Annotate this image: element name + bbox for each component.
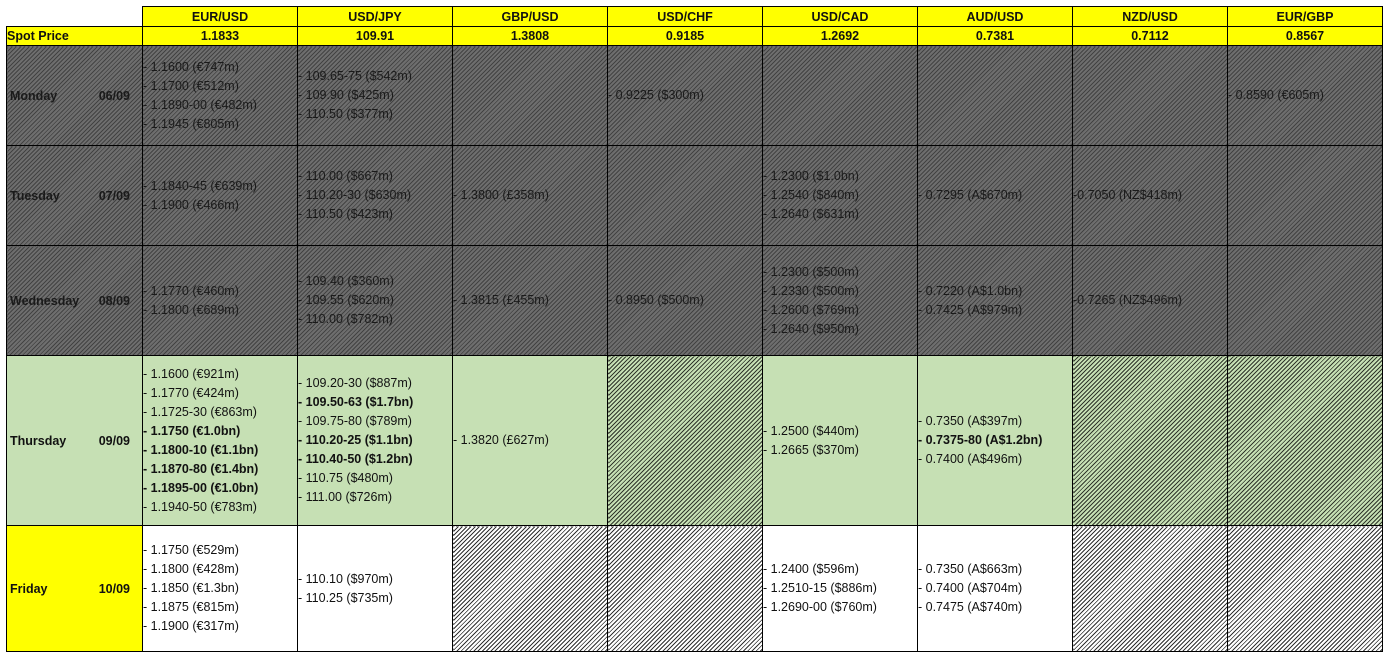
day-date: 08/09 [98,293,130,308]
spot-price-value: 1.3808 [453,27,608,46]
expiry-cell [143,526,298,652]
expiry-cell [608,146,763,246]
expiry-entry: - 109.50-63 ($1.7bn) [298,395,414,409]
pair-header: EUR/USD [143,7,298,27]
expiry-cell [763,146,918,246]
day-cell [7,356,143,526]
spot-price-row [7,27,1383,46]
expiry-entry: - 1.2400 ($596m) [763,562,859,576]
expiry-entry: - 1.2640 ($631m) [763,207,859,221]
fx-option-expiries-table [6,6,1383,652]
expiry-entry: - 109.20-30 ($887m) [298,376,412,390]
expiry-entry: - 110.20-30 ($630m) [298,188,412,202]
expiry-entry: - 0.7425 (A$979m) [918,302,1023,317]
expiry-cell [608,246,763,356]
day-cell [7,246,143,356]
expiry-entry: - 1.1700 (€512m) [143,78,239,93]
expiry-cell [763,46,918,146]
expiry-cell [453,46,608,146]
expiry-entry: - 110.40-50 ($1.2bn) [298,452,413,466]
day-row [7,146,1383,246]
expiry-cell [298,356,453,526]
expiry-entry: - 1.1840-45 (€639m) [143,178,257,193]
expiry-entry: - 1.1900 (€317m) [143,619,239,633]
expiry-cell [143,146,298,246]
expiry-entry: - 0.7475 (A$740m) [918,600,1023,614]
expiry-cell [1228,526,1383,652]
expiry-entry: - 1.2665 ($370m) [763,442,859,457]
spot-price-value: 1.2692 [763,27,918,46]
expiry-cell [1073,246,1228,356]
expiry-entry: - 1.1750 (€529m) [143,543,239,557]
expiry-entry: - 1.1850 (€1.3bn) [143,581,239,595]
expiry-entry: - 1.1900 (€466m) [143,197,239,212]
expiry-cell [1228,146,1383,246]
expiry-cell [608,356,763,526]
pair-header: AUD/USD [918,7,1073,27]
expiry-entry: - 1.2540 ($840m) [763,188,859,202]
expiry-entry: - 110.50 ($423m) [298,207,393,221]
day-date: 07/09 [98,188,130,203]
expiry-cell [608,526,763,652]
expiry-entry: - 0.7220 (A$1.0bn) [918,283,1023,298]
day-date: 10/09 [98,581,130,596]
expiry-entry: - 1.1800 (€689m) [143,302,239,317]
expiry-entry: - 0.7350 (A$397m) [918,414,1023,428]
expiry-entry: - 1.1725-30 (€863m) [143,404,257,419]
expiry-cell [918,356,1073,526]
day-cell [7,526,143,652]
day-name: Wednesday [10,293,80,308]
expiry-entry: - 1.2300 ($500m) [763,264,859,279]
day-row [7,246,1383,356]
expiry-entry: - 110.00 ($667m) [298,169,393,183]
day-name: Monday [10,88,58,103]
expiry-entry: - 1.1600 (€747m) [143,59,239,74]
expiry-entry: - 1.3815 (£455m) [453,293,549,307]
expiry-entry: - 0.7295 (A$670m) [918,188,1023,202]
corner-cell [7,7,143,27]
expiry-entry: - 109.40 ($360m) [298,274,394,288]
expiry-cell [453,246,608,356]
expiry-entry: - 0.9225 ($300m) [608,88,704,102]
expiry-entry: - 1.1875 (€815m) [143,600,239,614]
expiry-cell [298,146,453,246]
expiry-cell [143,246,298,356]
expiry-entry: - 1.2600 ($769m) [763,302,859,317]
spot-price-label: Spot Price [7,27,143,46]
expiry-entry: - 1.1945 (€805m) [143,116,239,131]
expiry-entry: - 1.3820 (£627m) [453,433,549,447]
spot-price-value: 109.91 [298,27,453,46]
expiry-cell [1073,46,1228,146]
expiry-entry: - 1.2500 ($440m) [763,423,859,438]
expiry-entry: - 1.2510-15 ($886m) [763,581,877,595]
pair-header: GBP/USD [453,7,608,27]
expiry-entry: - 1.1800 (€428m) [143,562,239,576]
expiry-entry: - 1.2690-00 ($760m) [763,600,877,614]
expiry-entry: - 0.7400 (A$704m) [918,581,1023,595]
expiry-entry: - 0.7400 (A$496m) [918,452,1023,466]
expiry-entry: - 1.1600 (€921m) [143,366,239,381]
expiry-entry: - 0.8950 ($500m) [608,293,704,307]
expiry-entry: - 111.00 ($726m) [298,490,393,504]
expiry-cell [1228,46,1383,146]
expiry-cell [1073,356,1228,526]
day-name: Friday [10,581,48,596]
day-row [7,526,1383,652]
spot-price-value: 0.8567 [1228,27,1383,46]
day-cell [7,146,143,246]
expiry-entry: -0.7050 (NZ$418m) [1073,188,1183,202]
pair-header: NZD/USD [1073,7,1228,27]
expiry-entry: - 110.00 ($782m) [298,312,393,326]
currency-header-row [7,7,1383,27]
day-date: 09/09 [98,433,130,448]
expiry-entry: - 1.1895-00 (€1.0bn) [143,480,259,495]
expiry-entry: - 1.1870-80 (€1.4bn) [143,461,259,476]
expiry-entry: - 110.50 ($377m) [298,107,393,121]
expiry-cell [918,146,1073,246]
pair-header: USD/JPY [298,7,453,27]
expiry-entry: - 0.7350 (A$663m) [918,562,1023,576]
expiry-entry: - 110.75 ($480m) [298,471,393,485]
expiry-cell [608,46,763,146]
expiry-entry: - 0.7375-80 (A$1.2bn) [918,433,1043,447]
expiry-entry: - 1.2640 ($950m) [763,321,859,336]
spot-price-value: 0.7381 [918,27,1073,46]
expiry-entry: - 1.1890-00 (€482m) [143,97,257,112]
expiry-cell [298,46,453,146]
pair-header: USD/CHF [608,7,763,27]
expiry-entry: - 0.8590 (€605m) [1228,88,1324,102]
expiry-cell [298,246,453,356]
expiry-cell [918,526,1073,652]
day-name: Thursday [10,433,67,448]
expiry-entry: - 1.2300 ($1.0bn) [763,169,859,183]
expiry-entry: - 110.20-25 ($1.1bn) [298,433,413,447]
expiry-entry: - 110.25 ($735m) [298,590,393,605]
expiry-cell [143,356,298,526]
expiry-cell [1073,526,1228,652]
expiry-entry: - 109.65-75 ($542m) [298,69,412,83]
expiry-entry: - 1.1770 (€424m) [143,385,239,400]
spot-price-value: 1.1833 [143,27,298,46]
pair-header: EUR/GBP [1228,7,1383,27]
expiry-cell [763,246,918,356]
expiry-cell [453,146,608,246]
pair-header: USD/CAD [763,7,918,27]
expiry-entry: - 109.90 ($425m) [298,88,394,102]
expiry-cell [1073,146,1228,246]
day-row [7,46,1383,146]
expiry-entry: - 1.1750 (€1.0bn) [143,423,241,438]
expiry-entry: - 109.75-80 ($789m) [298,414,412,428]
spot-price-value: 0.9185 [608,27,763,46]
expiry-cell [298,526,453,652]
day-row [7,356,1383,526]
day-name: Tuesday [10,188,60,203]
expiry-cell [763,526,918,652]
expiry-cell [918,46,1073,146]
expiry-cell [1228,246,1383,356]
expiry-cell [1228,356,1383,526]
expiry-cell [143,46,298,146]
expiry-cell [918,246,1073,356]
expiry-cell [453,526,608,652]
expiry-entry: - 1.1770 (€460m) [143,283,239,298]
expiry-entry: - 1.2330 ($500m) [763,283,859,298]
expiry-entry: -0.7265 (NZ$496m) [1073,293,1183,307]
expiry-entry: - 1.1940-50 (€783m) [143,499,257,514]
expiry-cell [453,356,608,526]
expiry-entry: - 1.1800-10 (€1.1bn) [143,442,259,457]
day-cell [7,46,143,146]
expiry-cell [763,356,918,526]
expiry-entry: - 109.55 ($620m) [298,293,394,307]
spot-price-value: 0.7112 [1073,27,1228,46]
expiry-entry: - 1.3800 (£358m) [453,188,549,202]
expiry-entry: - 110.10 ($970m) [298,571,393,586]
day-date: 06/09 [98,88,130,103]
